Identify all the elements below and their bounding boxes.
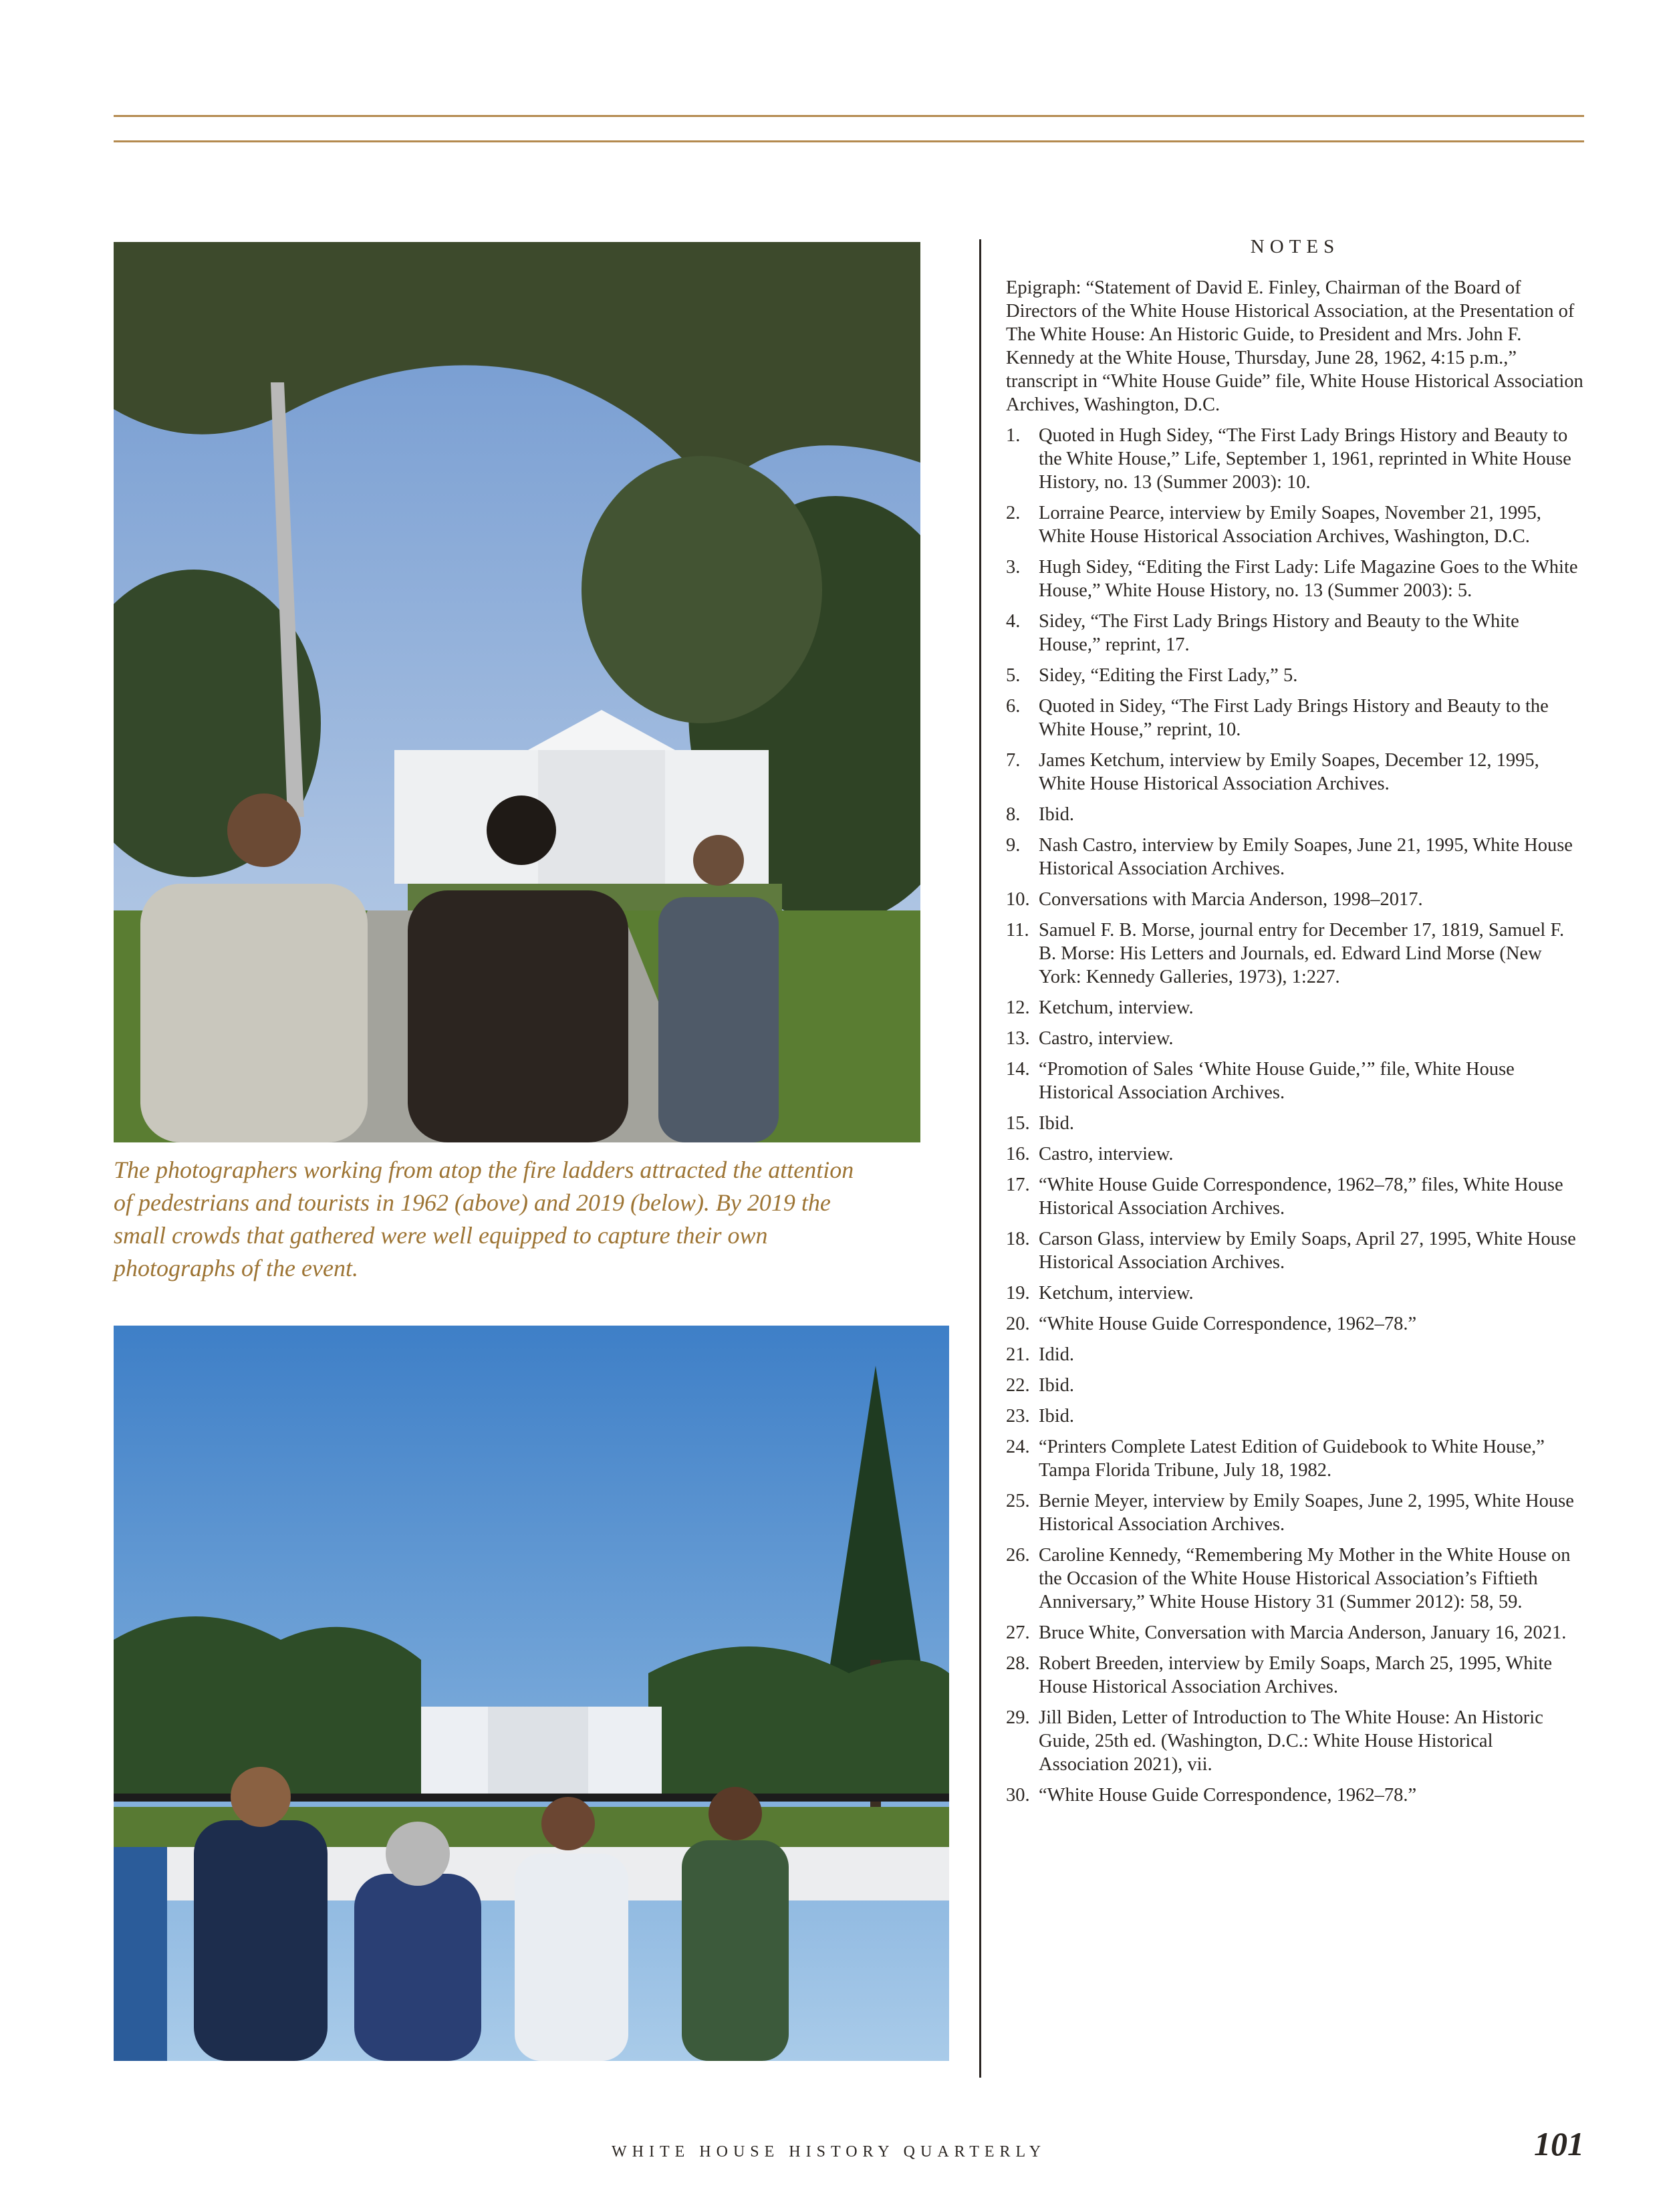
note-item [1006, 1312, 1584, 1336]
note-number: 8. [1006, 804, 1021, 825]
note-number: 19. [1006, 1283, 1030, 1304]
note-text: Castro, interview. [1039, 1144, 1174, 1164]
note-text: Castro, interview. [1039, 1028, 1174, 1049]
note-item [1006, 1652, 1584, 1699]
note-text: Ibid. [1039, 804, 1075, 825]
notes-list [1006, 424, 1584, 1807]
notes-epigraph: Epigraph: “Statement of David E. Finley, Chairman of the Board of Directors of the White House Historical Association, at the Presentation of The White House: An Historic Guide, to President and Mrs. John F. Kennedy at the White House, Thursday, June 28, 1962, 4:15 p.m.,” transcript in “White House Guide” file, White House Historical Association Archives, Washington, D.C. [1006, 277, 1583, 415]
note-text: “White House Guide Correspondence, 1962–78.” [1039, 1314, 1417, 1334]
note-number: 13. [1006, 1028, 1030, 1049]
note-text: “Promotion of Sales ‘White House Guide,’” file, White House Historical Association Archives. [1039, 1059, 1515, 1103]
note-number: 21. [1006, 1344, 1030, 1365]
note-number: 26. [1006, 1545, 1030, 1566]
note-number: 3. [1006, 557, 1021, 578]
note-text: Bruce White, Conversation with Marcia Anderson, January 16, 2021. [1039, 1622, 1567, 1643]
note-item [1006, 664, 1584, 687]
notes-title: NOTES [1250, 236, 1340, 257]
note-text: Conversations with Marcia Anderson, 1998–2017. [1039, 889, 1423, 910]
note-text: Idid. [1039, 1344, 1075, 1365]
note-text: Sidey, “Editing the First Lady,” 5. [1039, 665, 1298, 686]
note-item [1006, 1404, 1584, 1428]
note-number: 16. [1006, 1144, 1030, 1164]
note-number: 28. [1006, 1653, 1030, 1674]
note-item [1006, 1621, 1584, 1644]
note-text: Jill Biden, Letter of Introduction to The White House: An Historic Guide, 25th ed. (Washington, D.C.: White House Historical Association 2021), vii. [1039, 1707, 1543, 1775]
note-item [1006, 834, 1584, 880]
note-item [1006, 1027, 1584, 1050]
note-text: Hugh Sidey, “Editing the First Lady: Life Magazine Goes to the White House,” White House History, no. 13 (Summer 2003): 5. [1039, 557, 1578, 601]
note-text: James Ketchum, interview by Emily Soapes, December 12, 1995, White House Historical Association Archives. [1039, 750, 1539, 794]
photo-1962-fire-ladder [114, 242, 920, 1142]
photo-2019-crowd [114, 1326, 949, 2061]
note-item [1006, 749, 1584, 795]
column-divider [979, 239, 981, 2078]
note-item [1006, 1281, 1584, 1305]
note-text: Ketchum, interview. [1039, 997, 1194, 1018]
note-item [1006, 888, 1584, 911]
note-item [1006, 1544, 1584, 1614]
note-number: 30. [1006, 1785, 1030, 1806]
note-item [1006, 501, 1584, 548]
note-number: 17. [1006, 1175, 1030, 1195]
note-number: 29. [1006, 1707, 1030, 1728]
note-text: Bernie Meyer, interview by Emily Soapes, June 2, 1995, White House Historical Association Archives. [1039, 1491, 1574, 1535]
note-text: Ibid. [1039, 1375, 1075, 1396]
running-footer: WHITE HOUSE HISTORY QUARTERLY [612, 2143, 1047, 2161]
note-number: 23. [1006, 1406, 1030, 1427]
note-item [1006, 1784, 1584, 1807]
note-text: Caroline Kennedy, “Remembering My Mother in the White House on the Occasion of the White House Historical Association’s Fiftieth Anniversary,” White House History 31 (Summer 2012): 58, 59. [1039, 1545, 1571, 1612]
note-item [1006, 1343, 1584, 1366]
note-text: Carson Glass, interview by Emily Soaps, April 27, 1995, White House Historical Association Archives. [1039, 1229, 1576, 1273]
note-item [1006, 1173, 1584, 1220]
note-number: 4. [1006, 611, 1021, 632]
note-text: Sidey, “The First Lady Brings History and Beauty to the White House,” reprint, 17. [1039, 611, 1519, 655]
note-item [1006, 1227, 1584, 1274]
note-number: 24. [1006, 1437, 1030, 1457]
page-number: 101 [1534, 2125, 1584, 2163]
note-number: 2. [1006, 503, 1021, 523]
note-text: “White House Guide Correspondence, 1962–78.” [1039, 1785, 1417, 1806]
note-number: 9. [1006, 835, 1021, 856]
note-number: 22. [1006, 1375, 1030, 1396]
note-number: 7. [1006, 750, 1021, 771]
note-item [1006, 1058, 1584, 1104]
note-text: Nash Castro, interview by Emily Soapes, June 21, 1995, White House Historical Association Archives. [1039, 835, 1573, 879]
note-number: 15. [1006, 1113, 1030, 1134]
note-item [1006, 803, 1584, 826]
top-rule-second [114, 140, 1584, 142]
note-text: Quoted in Sidey, “The First Lady Brings History and Beauty to the White House,” reprint, 10. [1039, 696, 1549, 740]
note-item [1006, 1435, 1584, 1482]
note-item [1006, 424, 1584, 494]
note-number: 14. [1006, 1059, 1030, 1080]
note-number: 27. [1006, 1622, 1030, 1643]
note-item [1006, 610, 1584, 656]
note-text: “Printers Complete Latest Edition of Guidebook to White House,” Tampa Florida Tribune, July 18, 1982. [1039, 1437, 1545, 1481]
note-text: Ketchum, interview. [1039, 1283, 1194, 1304]
note-text: Samuel F. B. Morse, journal entry for December 17, 1819, Samuel F. B. Morse: His Letters and Journals, ed. Edward Lind Morse (New York: Kennedy Galleries, 1973), 1:227. [1039, 920, 1565, 987]
note-item [1006, 556, 1584, 602]
note-text: Lorraine Pearce, interview by Emily Soapes, November 21, 1995, White House Historical Association Archives, Washington, D.C. [1039, 503, 1541, 547]
note-item [1006, 1142, 1584, 1166]
note-item [1006, 918, 1584, 989]
note-text: Ibid. [1039, 1113, 1075, 1134]
note-item [1006, 695, 1584, 741]
note-number: 1. [1006, 425, 1021, 446]
note-number: 11. [1006, 920, 1029, 941]
note-number: 25. [1006, 1491, 1030, 1511]
note-text: Quoted in Hugh Sidey, “The First Lady Brings History and Beauty to the White House,” Life, September 1, 1961, reprinted in White House History, no. 13 (Summer 2003): 10. [1039, 425, 1571, 493]
note-number: 5. [1006, 665, 1021, 686]
note-item [1006, 1374, 1584, 1397]
photo-caption: The photographers working from atop the fire ladders attracted the attention of pedestrians and tourists in 1962 (above) and 2019 (below). By 2019 the small crowds that gathered were well equipped to capture their own photographs of the event. [114, 1156, 854, 1281]
notes-section [1006, 235, 1584, 1814]
note-number: 20. [1006, 1314, 1030, 1334]
note-number: 12. [1006, 997, 1030, 1018]
note-number: 18. [1006, 1229, 1030, 1249]
note-number: 10. [1006, 889, 1030, 910]
note-item [1006, 1489, 1584, 1536]
note-item [1006, 996, 1584, 1019]
note-text: “White House Guide Correspondence, 1962–78,” files, White House Historical Association Archives. [1039, 1175, 1563, 1219]
note-number: 6. [1006, 696, 1021, 717]
note-text: Ibid. [1039, 1406, 1075, 1427]
note-item [1006, 1706, 1584, 1776]
top-rule [114, 115, 1584, 117]
note-item [1006, 1112, 1584, 1135]
note-text: Robert Breeden, interview by Emily Soaps, March 25, 1995, White House Historical Association Archives. [1039, 1653, 1553, 1697]
